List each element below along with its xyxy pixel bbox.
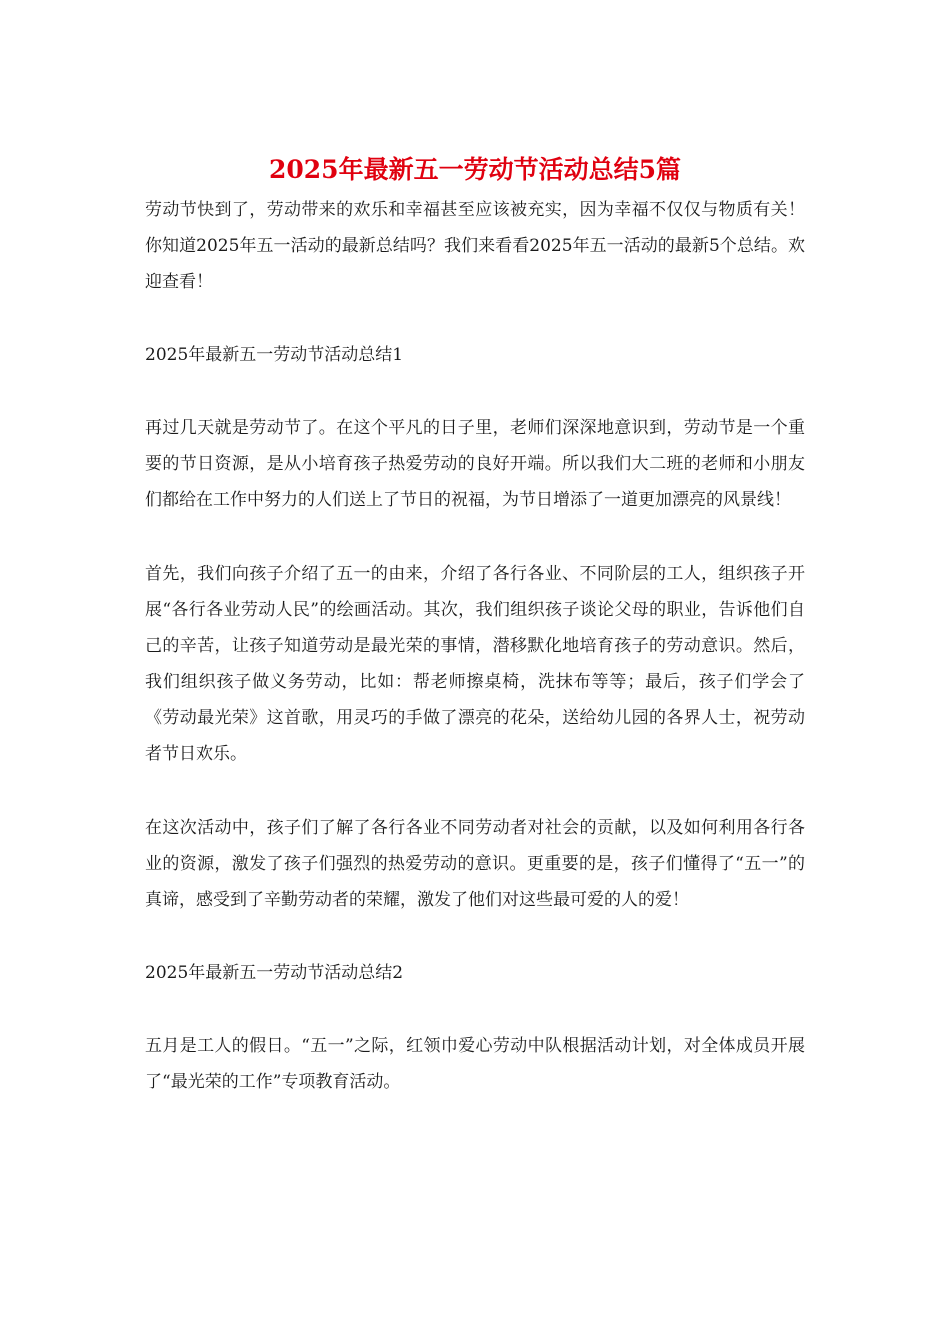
paragraph-spacer — [145, 991, 805, 1028]
document-title: 2025年最新五一劳动节活动总结5篇 — [269, 155, 681, 184]
document-body — [145, 192, 805, 1100]
paragraph-spacer — [145, 300, 805, 337]
section-heading: 2025年最新五一劳动节活动总结1 — [145, 345, 404, 365]
paragraph-spacer — [145, 518, 805, 556]
section-heading: 2025年最新五一劳动节活动总结2 — [145, 963, 404, 983]
body-paragraph: 首先，我们向孩子介绍了五一的由来，介绍了各行各业、不同阶层的工人，组织孩子开展“各行各业劳动人民”的绘画活动。其次，我们组织孩子谈论父母的职业，告诉他们自己的辛苦，让孩子知道劳动是最光荣的事情，潜移默化地培育孩子的劳动意识。然后，我们组织孩子做义务劳动，比如：帮老师擦桌椅，洗抹布等等；最后，孩子们学会了《劳动最光荣》这首歌，用灵巧的手做了漂亮的花朵，送给幼儿园的各界人士，祝劳动者节日欢乐。 — [145, 564, 805, 764]
paragraph-spacer — [145, 918, 805, 955]
body-paragraph: 在这次活动中，孩子们了解了各行各业不同劳动者对社会的贡献，以及如何利用各行各业的资源，激发了孩子们强烈的热爱劳动的意识。更重要的是，孩子们懂得了“五一”的真谛，感受到了辛勤劳动者的荣耀，激发了他们对这些最可爱的人的爱！ — [145, 818, 805, 910]
paragraph-spacer — [145, 772, 805, 810]
body-paragraph: 五月是工人的假日。“五一”之际，红领巾爱心劳动中队根据活动计划，对全体成员开展了“最光荣的工作”专项教育活动。 — [145, 1036, 805, 1092]
intro-paragraph: 劳动节快到了，劳动带来的欢乐和幸福甚至应该被充实，因为幸福不仅仅与物质有关！你知道2025年五一活动的最新总结吗？我们来看看2025年五一活动的最新5个总结。欢迎查看！ — [145, 200, 805, 292]
body-paragraph: 再过几天就是劳动节了。在这个平凡的日子里，老师们深深地意识到，劳动节是一个重要的节日资源，是从小培育孩子热爱劳动的良好开端。所以我们大二班的老师和小朋友们都给在工作中努力的人们送上了节日的祝福，为节日增添了一道更加漂亮的风景线！ — [145, 418, 805, 510]
paragraph-spacer — [145, 373, 805, 410]
